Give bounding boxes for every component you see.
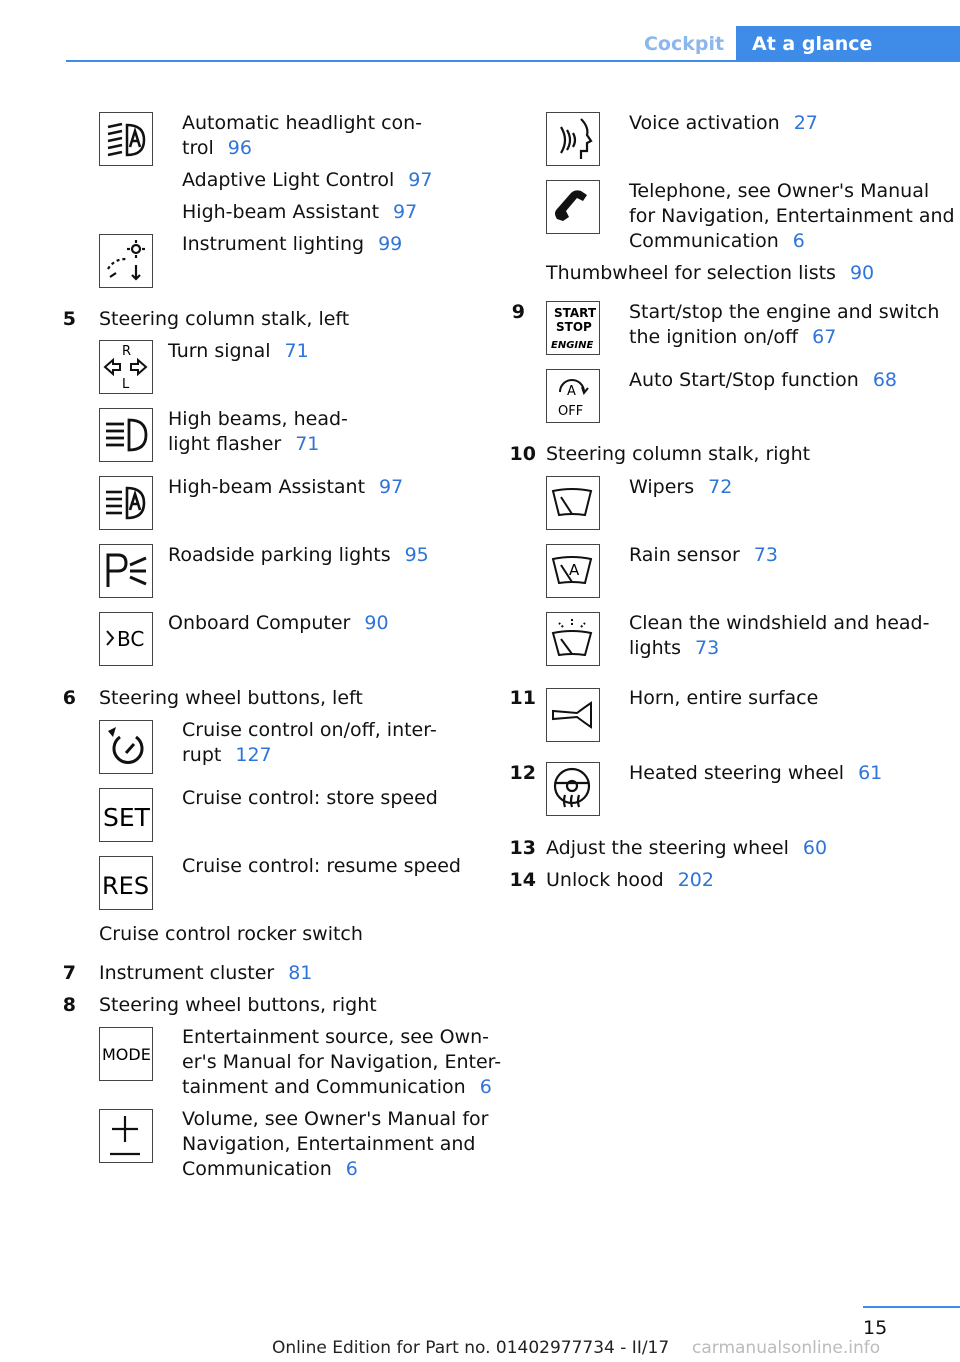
page-ref[interactable]: 61 [858, 762, 883, 784]
wipers-text: Wipers 72 [629, 476, 733, 498]
page-ref[interactable]: 71 [284, 340, 309, 362]
store-speed-text: Cruise control: store speed [182, 787, 438, 809]
section-8-title: Steering wheel buttons, right [99, 994, 377, 1016]
start-stop-icon [546, 301, 600, 355]
auto-headlight-text: Automatic headlight con- [182, 112, 423, 134]
horn-icon [546, 688, 600, 742]
item-number-6: 6 [62, 687, 76, 709]
entertainment-text-1: Entertainment source, see Own- [182, 1026, 490, 1048]
start-stop-text: Start/stop the engine and switch [629, 301, 940, 323]
page-ref[interactable]: 73 [695, 637, 720, 659]
entertainment-text-3: tainment and Communication 6 [182, 1076, 492, 1098]
high-beam-icon [99, 408, 153, 462]
rain-sensor-icon [546, 544, 600, 598]
item-number-8: 8 [62, 994, 76, 1016]
horn-text: Horn, entire surface [629, 687, 819, 709]
auto-headlight-text-2: trol 96 [182, 137, 252, 159]
footer-edition: Online Edition for Part no. 01402977734 - II/17 [272, 1338, 670, 1358]
svg-text:L: L [122, 377, 130, 392]
header-rule [66, 60, 960, 62]
onboard-computer-icon [99, 612, 153, 666]
page-ref[interactable]: 6 [479, 1076, 492, 1098]
page-ref[interactable]: 67 [812, 326, 837, 348]
item-number-14: 14 [509, 869, 536, 891]
thumbwheel-text: Thumbwheel for selection lists 90 [546, 262, 875, 284]
parking-lights-icon [99, 544, 153, 598]
page-ref[interactable]: 27 [793, 112, 818, 134]
adjust-steering-wheel-text: Adjust the steering wheel 60 [546, 837, 828, 859]
item-number-7: 7 [62, 962, 76, 984]
item-number-12: 12 [509, 762, 536, 784]
voice-activation-text: Voice activation 27 [629, 112, 818, 134]
page-ref[interactable]: 97 [379, 476, 404, 498]
svg-text:START: START [554, 306, 597, 320]
rocker-switch-text: Cruise control rocker switch [99, 923, 363, 945]
high-beam-assistant-icon [99, 476, 153, 530]
page-ref[interactable]: 90 [364, 612, 389, 634]
footer-site-watermark: carmanualsonline.info [692, 1338, 881, 1358]
set-icon [99, 788, 153, 842]
item-number-9: 9 [511, 301, 525, 323]
telephone-text-1: Telephone, see Owner's Manual [629, 180, 930, 202]
volume-text-2: Navigation, Entertainment and [182, 1133, 476, 1155]
entertainment-text-2: er's Manual for Navigation, Enter- [182, 1051, 502, 1073]
cruise-control-icon [99, 720, 153, 774]
mode-icon [99, 1027, 153, 1081]
page-ref[interactable]: 73 [753, 544, 778, 566]
page-ref[interactable]: 6 [345, 1158, 358, 1180]
section-5-title: Steering column stalk, left [99, 308, 350, 330]
page-ref[interactable]: 71 [295, 433, 320, 455]
washer-text-2: lights 73 [629, 637, 720, 659]
item-number-11: 11 [509, 687, 536, 709]
voice-activation-icon [546, 112, 600, 166]
section-10-title: Steering column stalk, right [546, 443, 811, 465]
page-ref[interactable]: 95 [404, 544, 429, 566]
svg-text:MODE: MODE [102, 1045, 151, 1064]
svg-text:A: A [569, 561, 580, 579]
instrument-lighting-text: Instrument lighting 99 [182, 233, 403, 255]
high-beam-assistant-text: High-beam Assistant 97 [182, 201, 418, 223]
volume-icon [99, 1109, 153, 1163]
tab-at-a-glance[interactable]: At a glance [736, 26, 960, 62]
page-number-rule [863, 1306, 960, 1308]
rain-sensor-text: Rain sensor 73 [629, 544, 778, 566]
turn-signal-text: Turn signal 71 [168, 340, 309, 362]
cruise-control-text-2: rupt 127 [182, 744, 272, 766]
item-number-13: 13 [509, 837, 536, 859]
page-number: 15 [863, 1317, 888, 1339]
page-ref[interactable]: 127 [235, 744, 272, 766]
telephone-icon [546, 180, 600, 234]
adaptive-light-text: Adaptive Light Control 97 [182, 169, 433, 191]
wipers-icon [546, 476, 600, 530]
svg-text:STOP: STOP [556, 320, 592, 334]
svg-text:A: A [567, 384, 576, 399]
auto-headlight-icon [99, 112, 153, 166]
tab-cockpit[interactable]: Cockpit [643, 33, 725, 55]
svg-text:BC: BC [117, 627, 145, 651]
svg-text:OFF: OFF [558, 404, 584, 419]
washer-text: Clean the windshield and head- [629, 612, 930, 634]
turn-signal-icon [99, 340, 153, 394]
page-ref[interactable]: 6 [792, 230, 805, 252]
heated-steering-wheel-text: Heated steering wheel 61 [629, 762, 883, 784]
instrument-lighting-icon [99, 234, 153, 288]
high-beam-text-2: light flasher 71 [168, 433, 320, 455]
page-ref[interactable]: 60 [802, 837, 828, 859]
svg-text:RES: RES [102, 872, 150, 900]
page-ref[interactable]: 99 [378, 233, 403, 255]
auto-start-stop-text: Auto Start/Stop function 68 [629, 369, 898, 391]
onboard-computer-text: Onboard Computer 90 [168, 612, 389, 634]
section-6-title: Steering wheel buttons, left [99, 687, 363, 709]
high-beam-assistant-text: High-beam Assistant 97 [168, 476, 404, 498]
page-ref[interactable]: 81 [288, 962, 313, 984]
item-number-5: 5 [62, 308, 76, 330]
cruise-control-text: Cruise control on/off, inter- [182, 719, 437, 741]
svg-text:R: R [122, 344, 132, 359]
start-stop-text-2: the ignition on/off 67 [629, 326, 837, 348]
page-ref[interactable]: 96 [227, 137, 252, 159]
high-beam-text: High beams, head- [168, 408, 348, 430]
volume-text-1: Volume, see Owner's Manual for [182, 1108, 489, 1130]
page-ref[interactable]: 97 [393, 201, 418, 223]
svg-text:ENGINE: ENGINE [551, 340, 594, 351]
page-ref[interactable]: 97 [408, 169, 433, 191]
washer-icon [546, 612, 600, 666]
page-ref[interactable]: 90 [849, 262, 875, 284]
page-ref[interactable]: 68 [872, 369, 898, 391]
parking-lights-text: Roadside parking lights 95 [168, 544, 429, 566]
volume-text-3: Communication 6 [182, 1158, 358, 1180]
page-ref[interactable]: 72 [708, 476, 733, 498]
telephone-text-2: for Navigation, Entertainment and [629, 205, 955, 227]
section-7-title: Instrument cluster 81 [99, 962, 313, 984]
resume-speed-text: Cruise control: resume speed [182, 855, 461, 877]
res-icon [99, 856, 153, 910]
unlock-hood-text: Unlock hood 202 [546, 869, 714, 891]
page-ref[interactable]: 202 [677, 869, 714, 891]
heated-steering-wheel-icon [546, 762, 600, 816]
item-number-10: 10 [509, 443, 536, 465]
svg-text:SET: SET [103, 803, 150, 832]
telephone-text-3: Communication 6 [629, 230, 805, 252]
auto-start-stop-icon [546, 369, 600, 423]
